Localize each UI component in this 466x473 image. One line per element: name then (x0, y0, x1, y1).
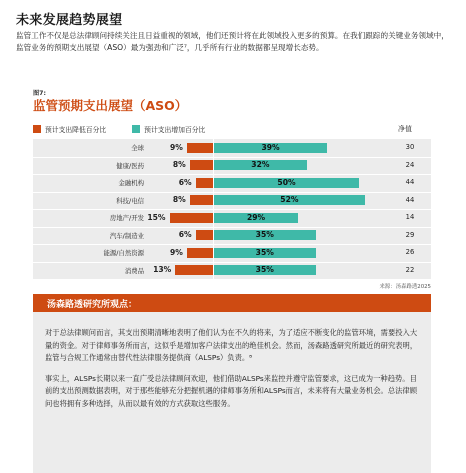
category-label: 全球 (131, 144, 144, 153)
row-separator (33, 209, 431, 210)
figure-label: 图7: (33, 90, 46, 97)
category-label: 汽车/制造业 (109, 231, 144, 240)
category-label: 消费品 (124, 266, 144, 275)
bar-decrease (187, 143, 213, 153)
source-note: 来源：汤森路透2025 (379, 284, 431, 290)
label-increase: 29% (246, 212, 266, 222)
legend-label-increase: 预计支出增加百分比 (144, 126, 206, 134)
label-increase: 52% (280, 195, 299, 205)
chart-legend (33, 124, 231, 134)
label-decrease: 9% (169, 142, 183, 152)
label-decrease: 9% (169, 247, 183, 257)
label-decrease: 13% (153, 265, 172, 275)
label-increase: 35% (255, 230, 274, 240)
bar-decrease (190, 160, 213, 170)
legend-swatch-increase (132, 125, 140, 133)
bar-decrease (175, 265, 213, 275)
page-title: 未来发展趋势展望 (16, 13, 123, 28)
category-label: 金融机构 (118, 179, 144, 188)
category-label: 能源/自然资源 (103, 249, 144, 258)
label-increase: 39% (261, 142, 280, 152)
net-value: 30 (405, 143, 415, 152)
bar-decrease (196, 230, 213, 240)
commentary-box (33, 312, 431, 473)
figure-title: 监管预期支出展望（ASO） (33, 98, 188, 113)
commentary-banner (33, 294, 431, 312)
label-decrease: 15% (147, 212, 166, 222)
legend-item-decrease (33, 124, 106, 134)
bar-decrease (187, 248, 213, 258)
intro-paragraph: 监管工作不仅是总法律顾问持续关注且日益重视的领域，他们还预计将在此领域投入更多的预算。在我们跟踪的关键业务领域中，监管业务的预期支出展望（ASO）最为强劲和广泛⁷，几乎所有行业的数据都呈现增长态势。 (16, 31, 449, 52)
chart-center-divider (213, 139, 214, 279)
row-separator (33, 227, 431, 228)
label-decrease: 8% (172, 195, 186, 205)
net-value: 14 (405, 213, 415, 222)
category-label: 健康/医药 (116, 161, 144, 170)
net-value: 24 (405, 160, 415, 169)
category-label: 房地产/开发 (109, 214, 144, 223)
bar-decrease (190, 195, 213, 205)
commentary-title: 汤森路透研究所观点： (47, 300, 138, 310)
legend-label-decrease: 预计支出降低百分比 (45, 126, 107, 134)
label-increase: 50% (277, 177, 296, 187)
label-decrease: 6% (178, 177, 192, 187)
row-separator (33, 192, 431, 193)
label-increase: 35% (255, 265, 274, 275)
net-column-header: 净值 (398, 125, 412, 133)
legend-item-increase (132, 124, 205, 134)
commentary-paragraph-1: 对于总法律顾问而言，其支出预期清晰地表明了他们认为在不久的将来，为了适应不断变化的监管环境，需要投入大量的资金。对于律师事务所而言，这似乎是增加客户法律支出的绝佳机会。然而，汤森路透研究所最近的研究表明，监管与合规工作通常由替代性法律服务提供商（ALSPs）负责。⁸ (45, 328, 418, 362)
label-decrease: 8% (172, 160, 186, 170)
net-value: 44 (405, 195, 415, 204)
row-separator (33, 262, 431, 263)
net-value: 29 (405, 230, 415, 239)
commentary-paragraph-2: 事实上，ALSPs长期以来一直广受总法律顾问欢迎，他们借助ALSPs来监控并遵守监管要求，这已成为一种趋势。目前的支出预测数据表明，对于那些能够充分把握机遇的律师事务所和ALSPs而言，未来将有大量业务机会。总法律顾问也将拥有多种选择，从而以最有效的方式获取这些服务。 (45, 373, 418, 408)
row-separator (33, 174, 431, 175)
bar-decrease (170, 213, 214, 223)
category-label: 科技/电信 (116, 196, 144, 205)
legend-swatch-decrease (33, 125, 41, 133)
bar-decrease (196, 178, 213, 188)
label-decrease: 6% (178, 230, 192, 240)
label-increase: 35% (255, 247, 274, 257)
row-separator (33, 244, 431, 245)
label-increase: 32% (251, 160, 270, 170)
net-value: 26 (405, 248, 415, 257)
net-value: 22 (405, 265, 415, 274)
net-value: 44 (405, 178, 415, 187)
row-separator (33, 157, 431, 158)
